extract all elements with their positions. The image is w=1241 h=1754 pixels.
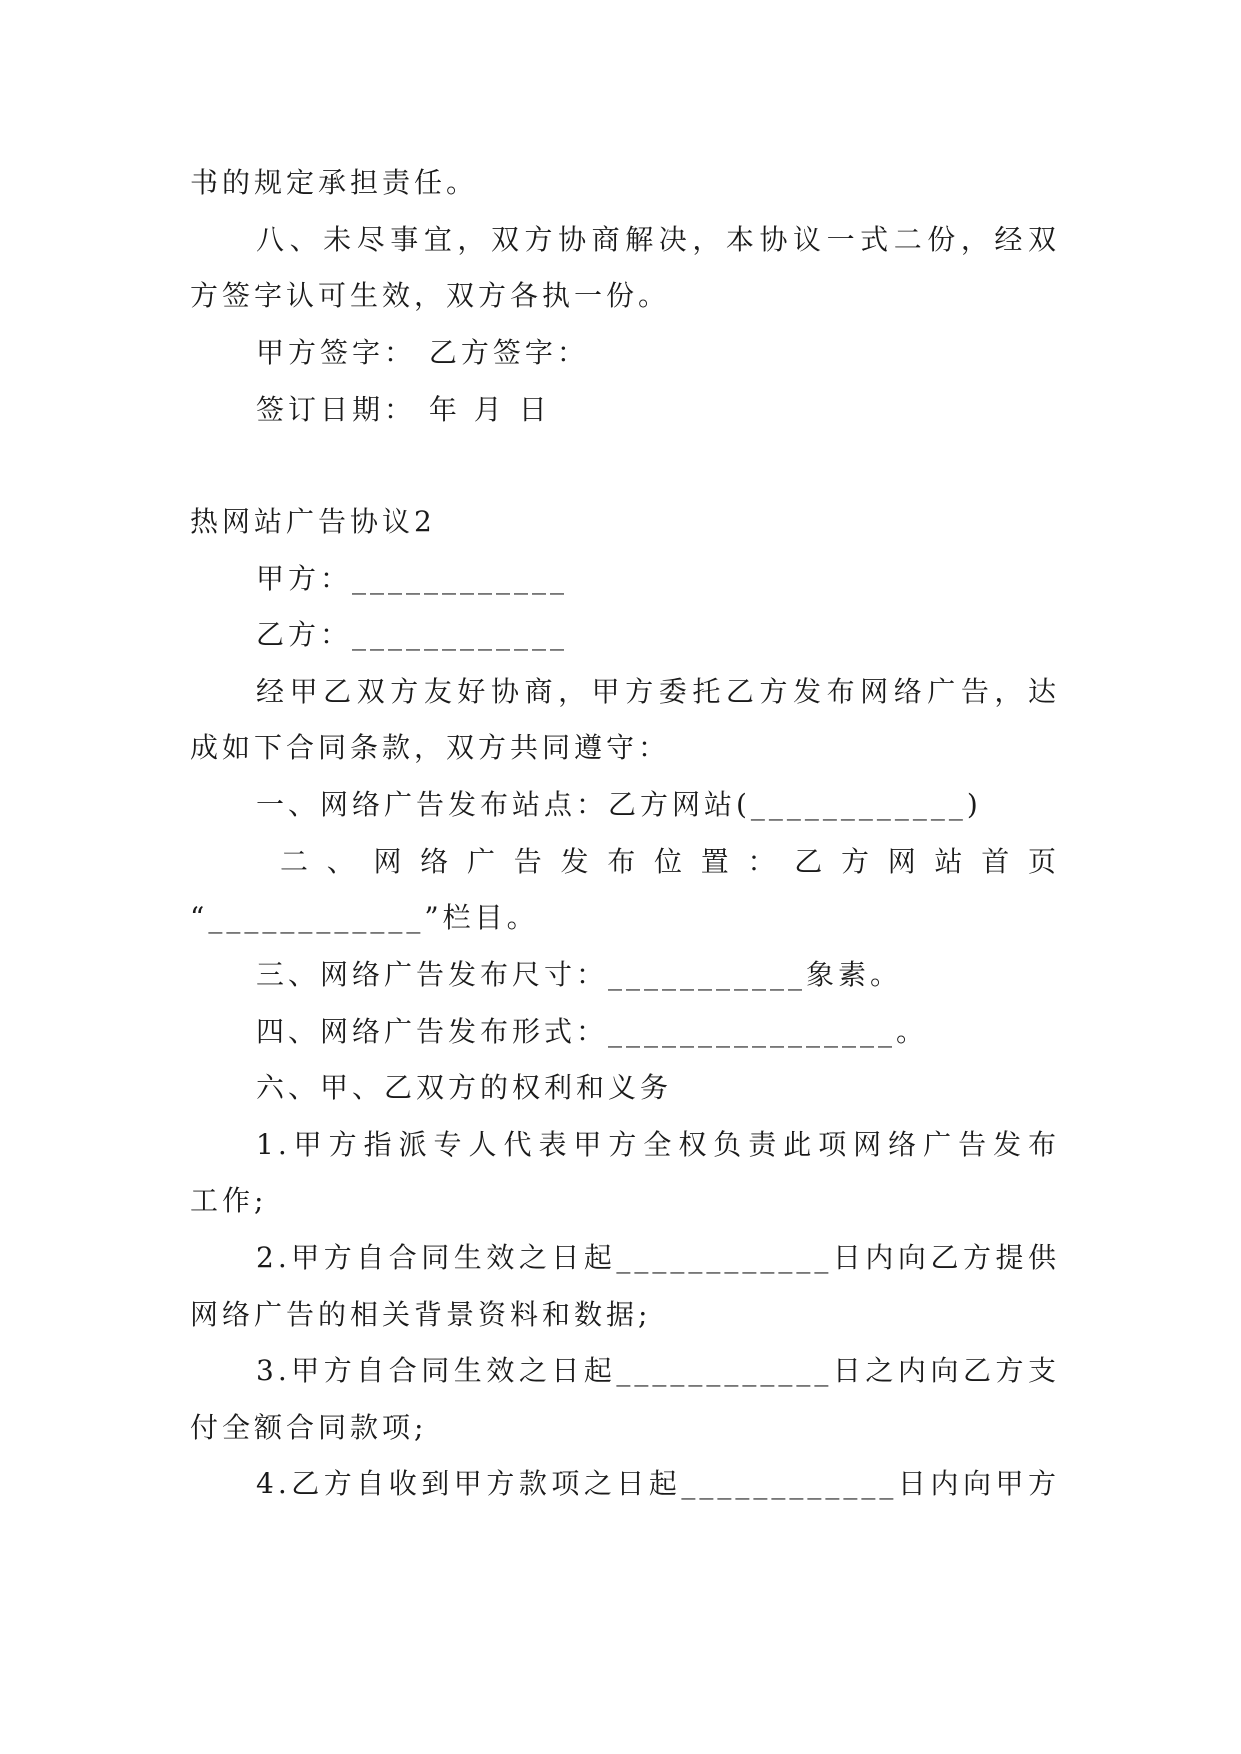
signing-date-line: 签订日期： 年 月 日 — [256, 393, 551, 426]
text-line: 方签字认可生效，双方各执一份。 — [190, 279, 671, 312]
text-line: 网络广告的相关背景资料和数据; — [190, 1298, 652, 1331]
party-b-line: 乙方：____________ — [256, 618, 569, 651]
clause-line: 三、网络广告发布尺寸：___________象素。 — [256, 958, 903, 991]
clause-line: 六、甲、乙双方的权利和义务 — [256, 1071, 673, 1104]
signature-line: 甲方签字： 乙方签字： — [256, 336, 589, 369]
text-line: 工作; — [190, 1184, 268, 1217]
party-a-line: 甲方：____________ — [256, 562, 569, 595]
clause-line: 2.甲方自合同生效之日起____________日内向乙方提供 — [256, 1241, 1060, 1274]
section-title: 热网站广告协议2 — [190, 505, 436, 538]
clause-line: 3.甲方自合同生效之日起____________日之内向乙方支 — [256, 1354, 1060, 1387]
clause-line: 一、网络广告发布站点：乙方网站(____________) — [256, 788, 982, 821]
text-line: 经甲乙双方友好协商，甲方委托乙方发布网络广告，达 — [256, 675, 1060, 708]
text-line: 书的规定承担责任。 — [190, 166, 479, 199]
text-line: 八、未尽事宜，双方协商解决，本协议一式二份，经双 — [256, 223, 1060, 256]
clause-line: 1.甲方指派专人代表甲方全权负责此项网络广告发布 — [256, 1128, 1060, 1161]
text-line: “____________”栏目。 — [190, 901, 539, 934]
clause-line: 四、网络广告发布形式：________________。 — [256, 1015, 929, 1048]
text-line: 成如下合同条款，双方共同遵守： — [190, 731, 671, 764]
text-line: 付全额合同款项; — [190, 1411, 428, 1444]
clause-line: 4.乙方自收到甲方款项之日起____________日内向甲方 — [256, 1467, 1060, 1500]
clause-line: 二、网络广告发布位置：乙方网站首页 — [280, 845, 1060, 878]
